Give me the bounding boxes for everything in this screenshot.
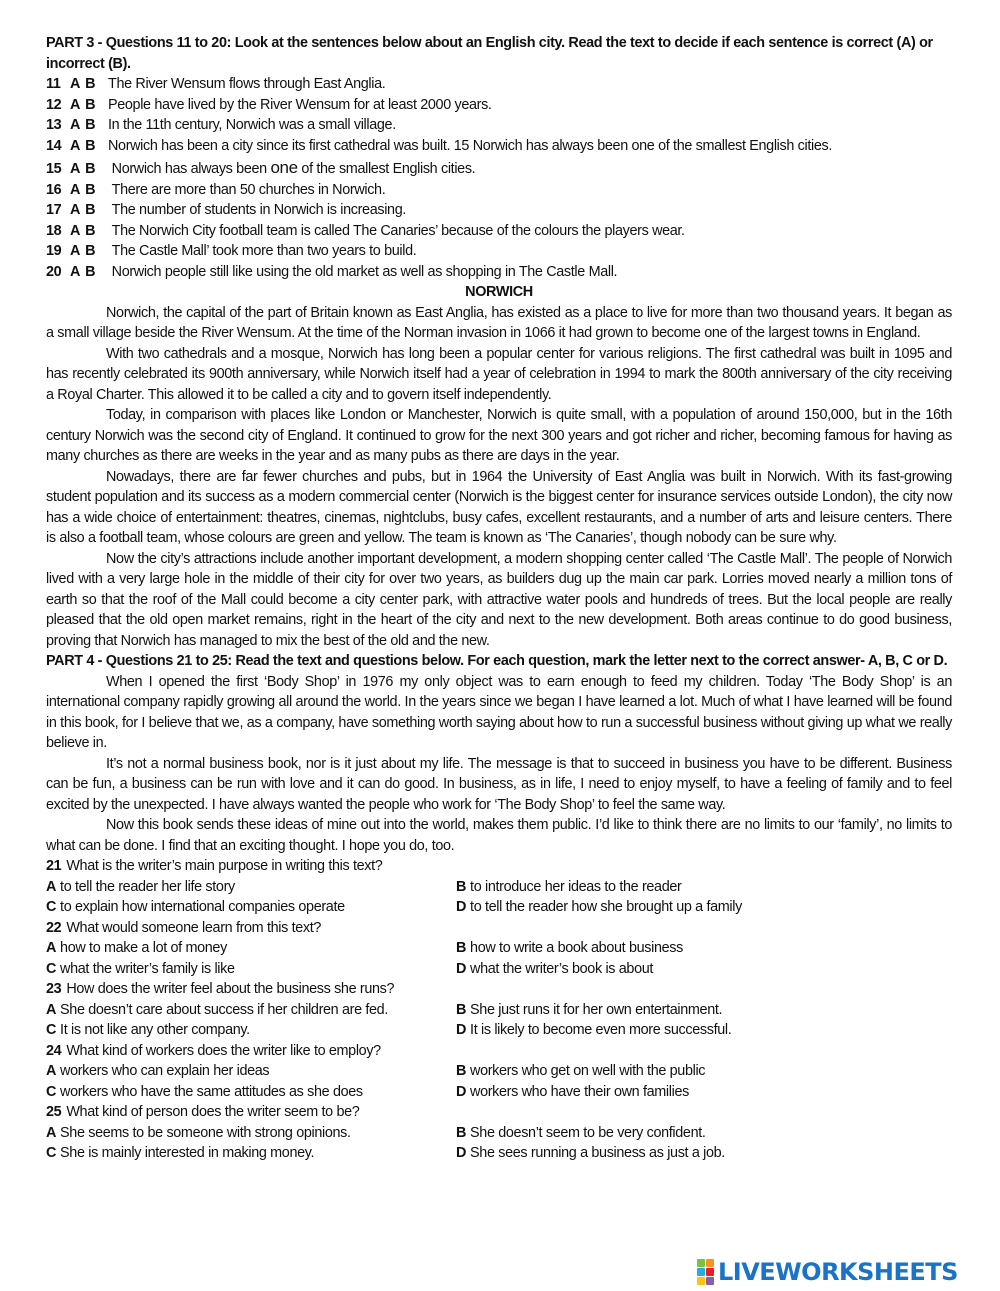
reading-paragraph: Now the city’s attractions include another important development, a modern shopping center called ‘The Castle Mall’. The people of Norwich lived with a very large hole in the middle of their city for over two years, as builders dug up the main car park. Lorries moved nearly a million tons of earth so that the roof of the Mall could become a city center park, with attractive water pools and hundreds of trees. But the local people are really pleased that the old open market remains, right in the heart of the city and next to the new development. Both areas continue to do good business, proving that Norwich has managed to mix the best of the old and the new. — [46, 550, 952, 649]
logo-block — [706, 1268, 714, 1276]
option-d[interactable] — [456, 959, 653, 980]
question-text — [108, 241, 952, 262]
option-letter: B — [456, 1124, 467, 1141]
option-b[interactable] — [456, 877, 681, 898]
question-number: 13 — [46, 117, 62, 133]
option-letter: A — [46, 1124, 57, 1141]
answer-options-ab[interactable]: A B — [70, 137, 96, 154]
logo-block — [706, 1259, 714, 1267]
logo-text: LIVEWORKSHEETS — [718, 1258, 958, 1286]
question-number: 22 — [46, 919, 62, 936]
question-text: What is the writer’s main purpose in writing this text? — [66, 858, 383, 874]
question-15 — [46, 158, 952, 180]
question-number: 12 — [46, 96, 62, 113]
option-letter: B — [456, 1063, 467, 1079]
option-text: how to make a lot of money — [60, 940, 227, 956]
answer-options-ab[interactable]: A B — [70, 76, 96, 92]
option-d[interactable] — [456, 1020, 731, 1041]
question-21 — [46, 856, 952, 877]
option-b[interactable] — [456, 1123, 706, 1144]
question-20 — [46, 262, 952, 283]
question-text-part: Norwich has always been — [111, 161, 271, 177]
option-text: She seems to be someone with strong opinions. — [60, 1124, 351, 1141]
option-row — [46, 959, 952, 980]
option-text: how to write a book about business — [470, 940, 683, 956]
option-row — [46, 938, 952, 959]
option-row — [46, 1020, 952, 1041]
answer-options-ab[interactable]: A B — [70, 181, 96, 198]
option-text: workers who have the same attitudes as she does — [60, 1083, 363, 1100]
option-d[interactable] — [456, 1143, 725, 1164]
question-number: 14 — [46, 137, 62, 154]
question-text: People have lived by the River Wensum for at least 2000 years. — [108, 96, 492, 113]
option-text: what the writer’s book is about — [470, 960, 654, 977]
question-text-part: of the smallest English cities. — [297, 161, 476, 177]
question-13 — [46, 115, 952, 136]
question-18 — [46, 221, 952, 242]
question-text: How does the writer feel about the business she runs? — [66, 981, 395, 997]
part3-question-list — [46, 74, 952, 282]
option-b[interactable] — [456, 938, 683, 959]
question-number: 18 — [46, 222, 62, 239]
question-text — [108, 262, 952, 283]
question-text-content: The Castle Mall’ took more than two years to build. — [111, 243, 417, 259]
question-number: 20 — [46, 263, 62, 280]
option-row — [46, 1000, 952, 1021]
question-16 — [46, 180, 952, 201]
option-row — [46, 897, 952, 918]
question-text: Norwich has been a city since its first cathedral was built. 15 Norwich has always been one of the smallest English cities. — [108, 137, 833, 154]
option-text: She is mainly interested in making money. — [60, 1145, 315, 1161]
question-text — [108, 200, 952, 221]
reading-paragraph: Norwich, the capital of the part of Britain known as East Anglia, has existed as a place to live for more than two thousand years. It began as a small village beside the River Wensum. At the time of the Norman invasion in 1066 it had grown to become one of the largest towns in England. — [46, 304, 952, 341]
option-text: It is likely to become even more successful. — [470, 1022, 732, 1038]
option-letter: C — [46, 1083, 57, 1100]
logo-block — [697, 1277, 705, 1285]
option-letter: B — [456, 940, 467, 956]
question-12 — [46, 95, 952, 116]
option-letter: D — [456, 899, 467, 915]
worksheet-page — [46, 33, 952, 1164]
logo-block — [697, 1259, 705, 1267]
option-a[interactable] — [46, 938, 456, 959]
option-text: to tell the reader how she brought up a family — [470, 899, 742, 915]
option-text: She doesn’t seem to be very confident. — [470, 1124, 706, 1141]
logo-block — [697, 1268, 705, 1276]
reading-paragraph: When I opened the first ‘Body Shop’ in 1976 my only object was to earn enough to feed my children. Today ‘The Body Shop’ is an international company rapidly growing all around the world. In the years since we began I have learned a lot. Much of what I have learned will be found in this book, for I believe that we, as a company, have something worth saying about how to run a successful business without giving up what we really believe in. — [46, 673, 952, 751]
reading-paragraph: Today, in comparison with places like London or Manchester, Norwich is quite small, with a population of around 150,000, but in the 16th century Norwich was the second city of England. It continued to grow for the next 300 years and got richer and richer, becoming famous for having as many churches as there are weeks in the year and as many pubs as there are days in the year. — [46, 407, 952, 464]
question-text: What kind of workers does the writer like to employ? — [66, 1042, 381, 1059]
reading-paragraph: Now this book sends these ideas of mine out into the world, makes them public. I’d like to think there are no limits to our ‘family’, no limits to what can be done. I find that an exciting thought. I hope you do, too. — [46, 817, 952, 854]
option-letter: D — [456, 960, 467, 977]
question-text — [108, 221, 952, 242]
option-text: to introduce her ideas to the reader — [470, 878, 682, 895]
option-d[interactable] — [456, 897, 742, 918]
reading-paragraph: With two cathedrals and a mosque, Norwich has long been a popular center for various religions. The first cathedral was built in 1095 and has recently celebrated its 900th anniversary, while Norwich itself had a year of celebration in 1994 to mark the 800th anniversary of the city receiving a Royal Charter. This allowed it to be called a city and to govern itself independently. — [46, 345, 952, 403]
option-b[interactable] — [456, 1000, 722, 1021]
option-row — [46, 1143, 952, 1164]
question-text-content: The Norwich City football team is called The Canaries’ because of the colours the players wear. — [111, 222, 685, 239]
option-letter: C — [46, 899, 57, 915]
question-text: What would someone learn from this text? — [66, 919, 322, 936]
question-11 — [46, 74, 952, 95]
part3-heading: PART 3 - Questions 11 to 20: Look at the sentences below about an English city. Read the text to decide if each sentence is correct (A) or incorrect (B). — [46, 35, 933, 72]
question-text-content: There are more than 50 churches in Norwich. — [111, 181, 386, 198]
question-24 — [46, 1041, 952, 1062]
option-d[interactable] — [456, 1082, 689, 1103]
option-text: to explain how international companies operate — [60, 899, 345, 915]
option-letter: C — [46, 1022, 57, 1038]
logo-block — [706, 1277, 714, 1285]
question-text-enlarged-word: one — [270, 158, 298, 177]
question-22 — [46, 918, 952, 939]
option-text: It is not like any other company. — [60, 1022, 250, 1038]
answer-options-ab[interactable]: A B — [70, 161, 96, 177]
question-text: What kind of person does the writer seem to be? — [66, 1104, 360, 1120]
option-c[interactable] — [46, 897, 456, 918]
option-b[interactable] — [456, 1061, 705, 1082]
question-23 — [46, 979, 952, 1000]
option-text: She doesn’t care about success if her children are fed. — [60, 1001, 388, 1018]
question-19 — [46, 241, 952, 262]
option-a[interactable] — [46, 1123, 456, 1144]
question-text — [108, 158, 952, 180]
option-c[interactable] — [46, 1143, 456, 1164]
answer-options-ab[interactable]: A B — [70, 222, 96, 239]
option-text: She sees running a business as just a job. — [470, 1145, 725, 1161]
option-text: what the writer’s family is like — [60, 960, 235, 977]
part4-question-list — [46, 856, 952, 1164]
option-letter: A — [46, 878, 57, 895]
option-text: workers who have their own families — [470, 1083, 689, 1100]
answer-options-ab[interactable]: A B — [70, 202, 96, 218]
option-letter: A — [46, 1001, 57, 1018]
liveworksheets-logo[interactable] — [697, 1258, 958, 1286]
question-17 — [46, 200, 952, 221]
option-text: to tell the reader her life story — [60, 878, 235, 895]
question-25 — [46, 1102, 952, 1123]
question-number: 21 — [46, 858, 62, 874]
question-number: 11 — [46, 76, 61, 92]
option-text: She just runs it for her own entertainment. — [470, 1001, 723, 1018]
option-letter: D — [456, 1145, 467, 1161]
question-number: 24 — [46, 1042, 62, 1059]
option-row — [46, 877, 952, 898]
option-letter: D — [456, 1083, 467, 1100]
question-text: The River Wensum flows through East Anglia. — [108, 76, 386, 92]
option-letter: C — [46, 960, 57, 977]
option-text: workers who can explain her ideas — [60, 1063, 270, 1079]
reading-title: NORWICH — [465, 284, 533, 300]
answer-options-ab[interactable]: A B — [70, 96, 96, 113]
answer-options-ab[interactable]: A B — [70, 117, 96, 133]
question-text-content: The number of students in Norwich is increasing. — [111, 202, 406, 218]
reading-paragraph: It’s not a normal business book, nor is it just about my life. The message is that to succeed in business you have to be different. Business can be fun, a business can be run with love and it can do good. In business, as in life, I need to enjoy myself, to have a feeling of family and to feel excited by the unexpected. I have always wanted the people who work for ‘The Body Shop’ to feel the same way. — [46, 755, 952, 813]
option-letter: D — [456, 1022, 467, 1038]
question-text-content: Norwich people still like using the old market as well as shopping in The Castle Mall. — [111, 263, 618, 280]
option-text: workers who get on well with the public — [470, 1063, 706, 1079]
option-letter: B — [456, 878, 467, 895]
logo-blocks-icon — [697, 1259, 714, 1285]
part4-heading: PART 4 - Questions 21 to 25: Read the text and questions below. For each question, mark the letter next to the correct answer- A, B, C or D. — [46, 653, 948, 669]
question-number: 25 — [46, 1104, 62, 1120]
question-number: 17 — [46, 202, 62, 218]
option-letter: A — [46, 1063, 57, 1079]
option-c[interactable] — [46, 1082, 456, 1103]
option-c[interactable] — [46, 1020, 456, 1041]
question-text — [108, 180, 952, 201]
question-14 — [46, 136, 952, 157]
option-a[interactable] — [46, 877, 456, 898]
reading-paragraph: Nowadays, there are far fewer churches and pubs, but in 1964 the University of East Anglia was built in Norwich. With its fast-growing student population and its success as a modern commercial center (Norwich is the biggest center for insurance services outside London), the city now has a wide choice of entertainment: theatres, cinemas, nightclubs, busy cafes, excellent restaurants, and a number of arts and leisure centers. There is also a football team, whose colours are green and yellow. The team is known as ‘The Canaries’, though nobody can be sure why. — [46, 468, 952, 546]
option-c[interactable] — [46, 959, 456, 980]
option-letter: B — [456, 1001, 467, 1018]
answer-options-ab[interactable]: A B — [70, 243, 96, 259]
question-number: 19 — [46, 243, 62, 259]
option-letter: C — [46, 1145, 57, 1161]
option-row — [46, 1061, 952, 1082]
question-number: 23 — [46, 981, 62, 997]
option-row — [46, 1123, 952, 1144]
question-text: In the 11th century, Norwich was a small village. — [108, 117, 396, 133]
question-number: 16 — [46, 181, 62, 198]
answer-options-ab[interactable]: A B — [70, 263, 96, 280]
question-number: 15 — [46, 161, 62, 177]
option-letter: A — [46, 940, 57, 956]
option-row — [46, 1082, 952, 1103]
option-a[interactable] — [46, 1061, 456, 1082]
option-a[interactable] — [46, 1000, 456, 1021]
